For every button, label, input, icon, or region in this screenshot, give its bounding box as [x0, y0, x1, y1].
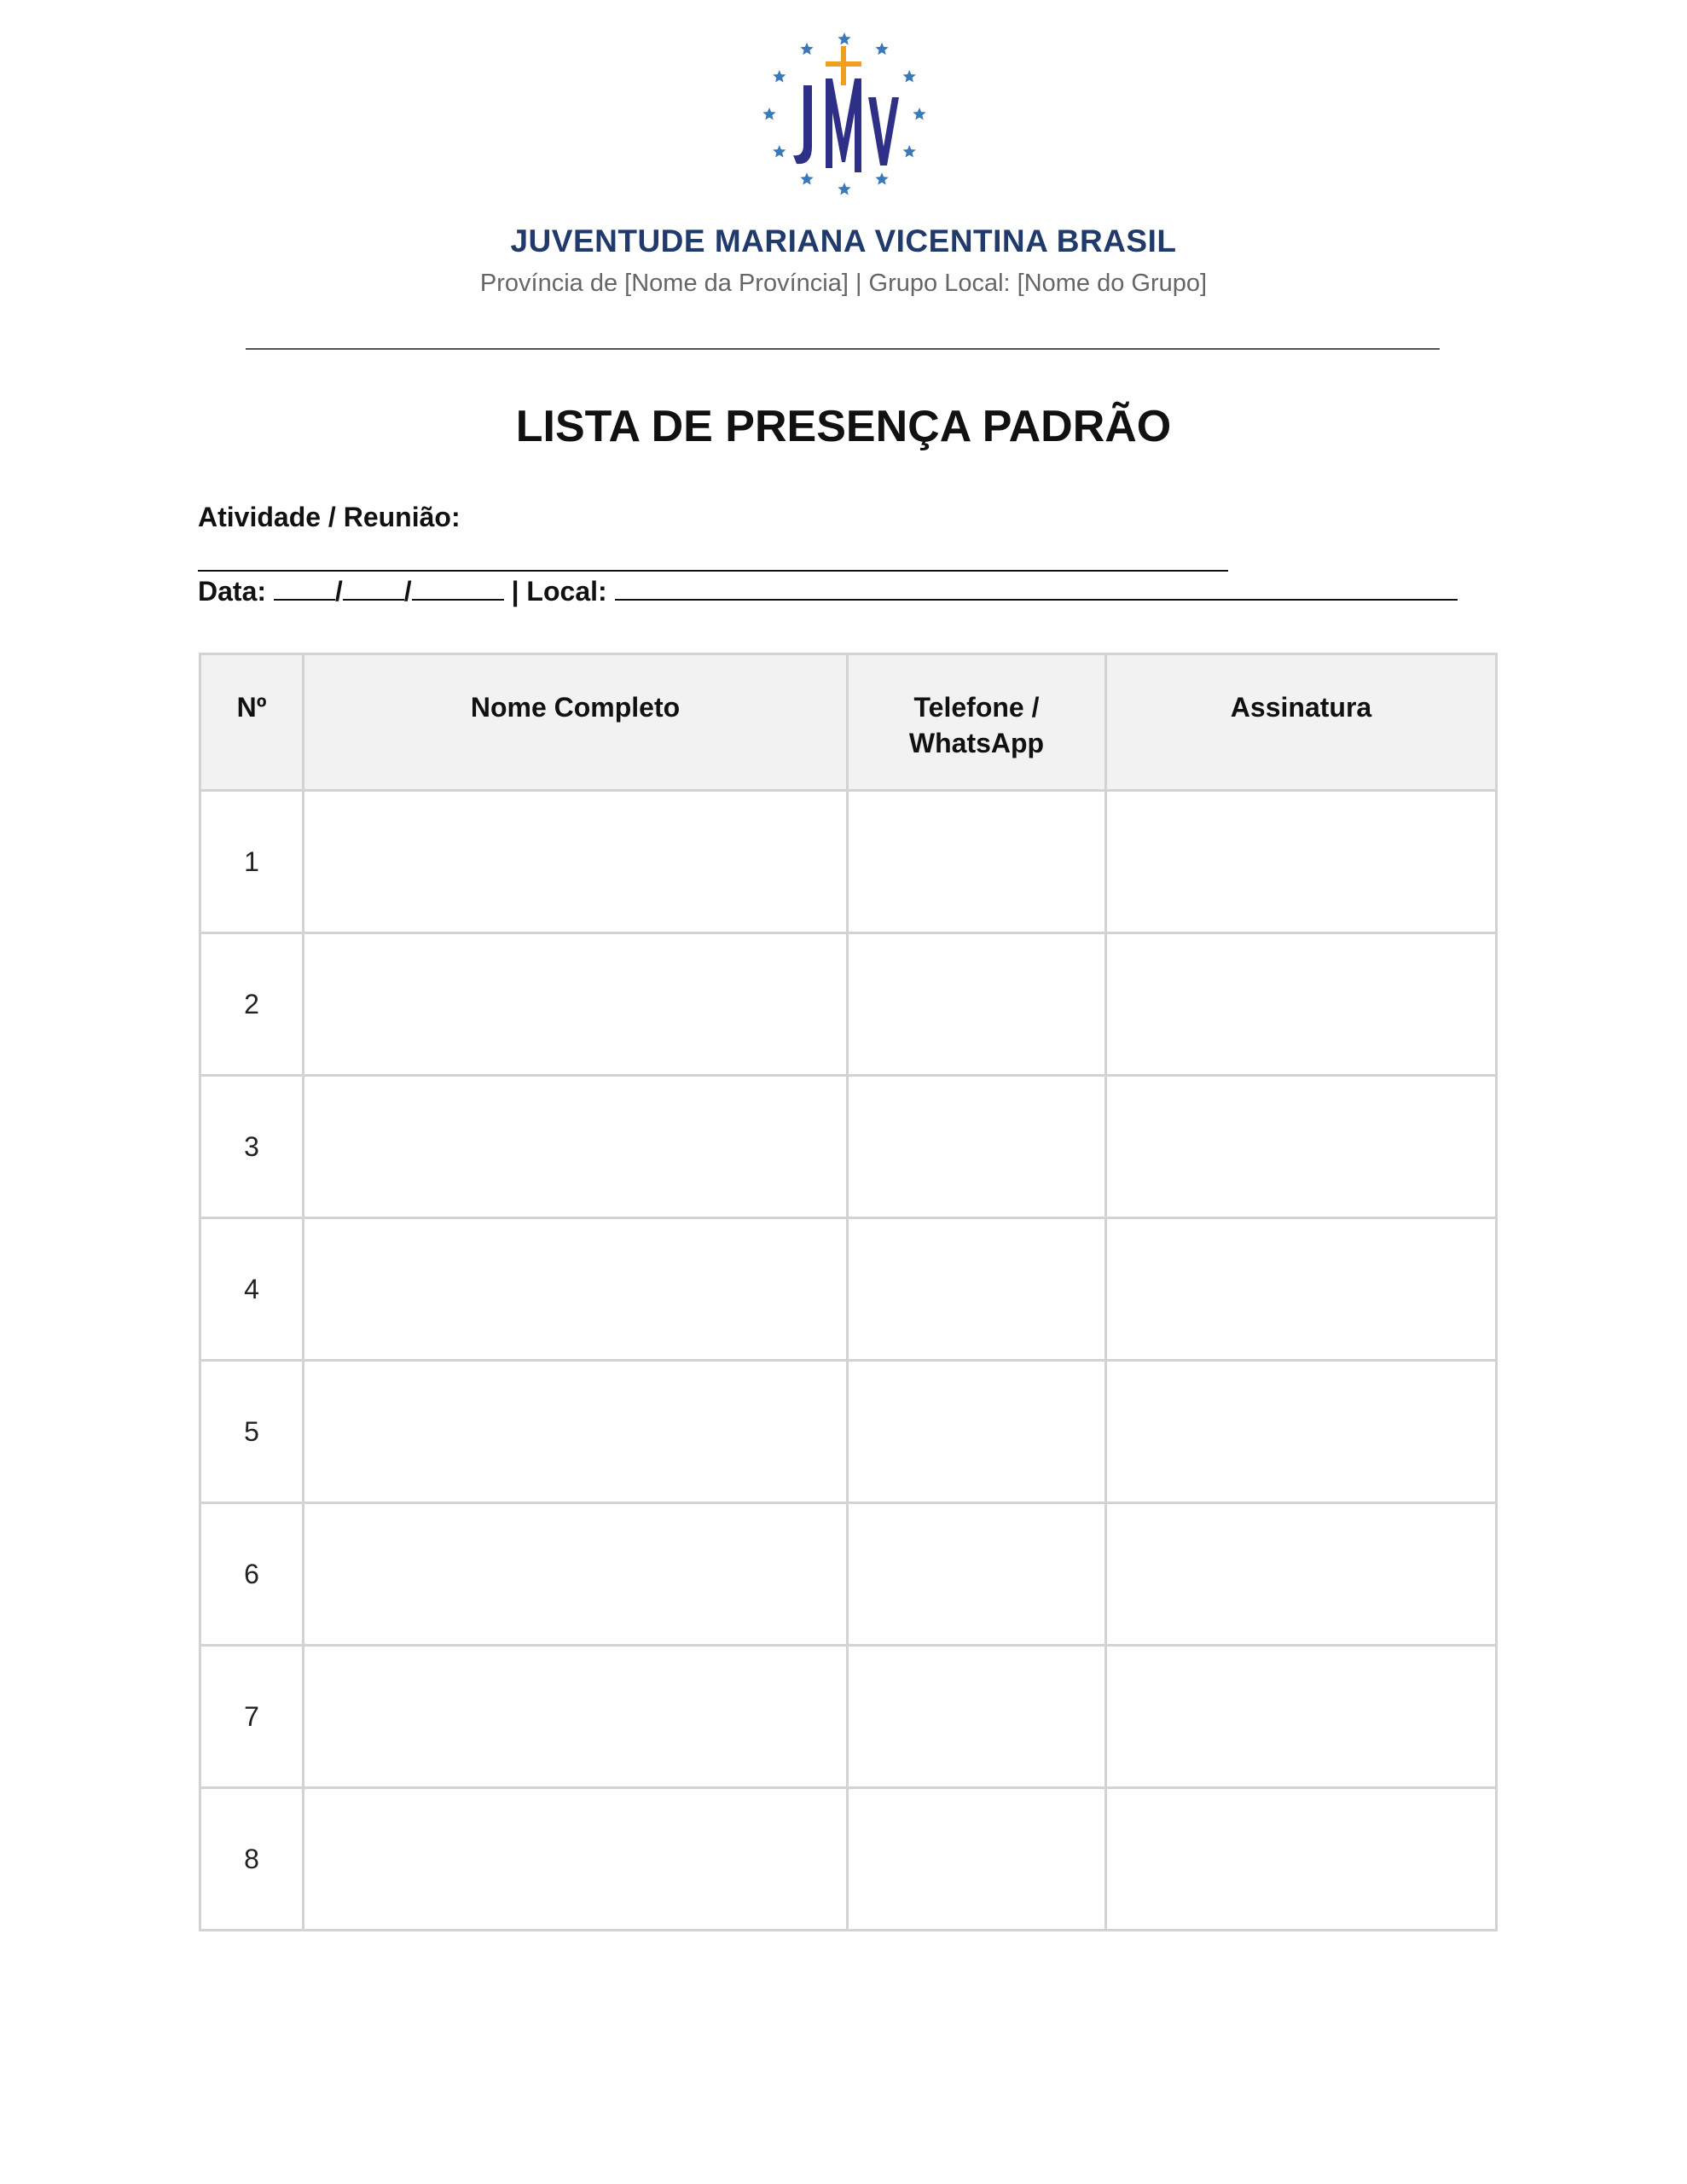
jmv-logo-icon	[759, 19, 930, 206]
table-row	[200, 791, 1497, 933]
signature-cell[interactable]	[1106, 791, 1497, 933]
signature-cell[interactable]	[1106, 1076, 1497, 1218]
star-icon	[762, 107, 775, 119]
date-separator: /	[403, 576, 412, 607]
table-row	[200, 1646, 1497, 1788]
header-phone: Telefone / WhatsApp	[848, 654, 1106, 791]
name-cell[interactable]	[304, 1646, 848, 1788]
organization-subtitle: Província de [Nome da Província] | Grupo Local: [Nome do Grupo]	[479, 270, 1208, 297]
phone-cell[interactable]	[848, 1361, 1106, 1503]
name-cell[interactable]	[304, 1076, 848, 1218]
organization-name: JUVENTUDE MARIANA VICENTINA BRASIL	[510, 224, 1177, 258]
attendance-table	[199, 653, 1498, 1931]
star-icon	[800, 172, 813, 184]
signature-cell[interactable]	[1106, 1646, 1497, 1788]
star-icon	[773, 145, 786, 157]
star-icon	[773, 70, 786, 82]
row-number-cell: 5	[200, 1361, 304, 1503]
row-number-cell: 3	[200, 1076, 304, 1218]
star-icon	[903, 70, 916, 82]
header-number: Nº	[200, 654, 304, 791]
row-number-cell: 6	[200, 1503, 304, 1646]
local-label: Local:	[526, 576, 607, 607]
signature-cell[interactable]	[1106, 1218, 1497, 1361]
phone-cell[interactable]	[848, 1788, 1106, 1931]
date-day-blank[interactable]	[274, 573, 335, 601]
table-row	[200, 1076, 1497, 1218]
star-icon	[800, 43, 813, 55]
table-row	[200, 1503, 1497, 1646]
local-separator: |	[511, 576, 519, 607]
header-full-name: Nome Completo	[304, 654, 848, 791]
phone-cell[interactable]	[848, 791, 1106, 933]
signature-cell[interactable]	[1106, 1788, 1497, 1931]
phone-cell[interactable]	[848, 1503, 1106, 1646]
header-divider	[246, 348, 1440, 350]
star-icon	[875, 172, 888, 184]
signature-cell[interactable]	[1106, 1361, 1497, 1503]
date-local-row	[198, 573, 1458, 607]
date-separator: /	[334, 576, 343, 607]
row-number-cell: 7	[200, 1646, 304, 1788]
table-row	[200, 1788, 1497, 1931]
star-icon	[875, 43, 888, 55]
document-title: LISTA DE PRESENÇA PADRÃO	[515, 402, 1172, 451]
phone-cell[interactable]	[848, 1646, 1106, 1788]
signature-cell[interactable]	[1106, 1503, 1497, 1646]
row-number-cell: 4	[200, 1218, 304, 1361]
table-header-row	[200, 654, 1497, 791]
activity-field-line[interactable]	[198, 570, 1228, 572]
date-month-blank[interactable]	[343, 573, 404, 601]
table-row	[200, 933, 1497, 1076]
table-row	[200, 1218, 1497, 1361]
date-label: Data:	[198, 576, 267, 607]
star-icon	[903, 145, 916, 157]
activity-field-label: Atividade / Reunião:	[198, 502, 461, 532]
name-cell[interactable]	[304, 1503, 848, 1646]
phone-cell[interactable]	[848, 933, 1106, 1076]
name-cell[interactable]	[304, 1218, 848, 1361]
signature-cell[interactable]	[1106, 933, 1497, 1076]
name-cell[interactable]	[304, 933, 848, 1076]
phone-cell[interactable]	[848, 1218, 1106, 1361]
star-icon	[838, 183, 850, 195]
name-cell[interactable]	[304, 1788, 848, 1931]
local-blank[interactable]	[615, 573, 1458, 601]
star-icon	[838, 32, 850, 44]
name-cell[interactable]	[304, 1361, 848, 1503]
phone-cell[interactable]	[848, 1076, 1106, 1218]
name-cell[interactable]	[304, 791, 848, 933]
star-icon	[913, 107, 925, 119]
row-number-cell: 8	[200, 1788, 304, 1931]
table-row	[200, 1361, 1497, 1503]
header-signature: Assinatura	[1106, 654, 1497, 791]
row-number-cell: 1	[200, 791, 304, 933]
row-number-cell: 2	[200, 933, 304, 1076]
date-year-blank[interactable]	[412, 573, 504, 601]
